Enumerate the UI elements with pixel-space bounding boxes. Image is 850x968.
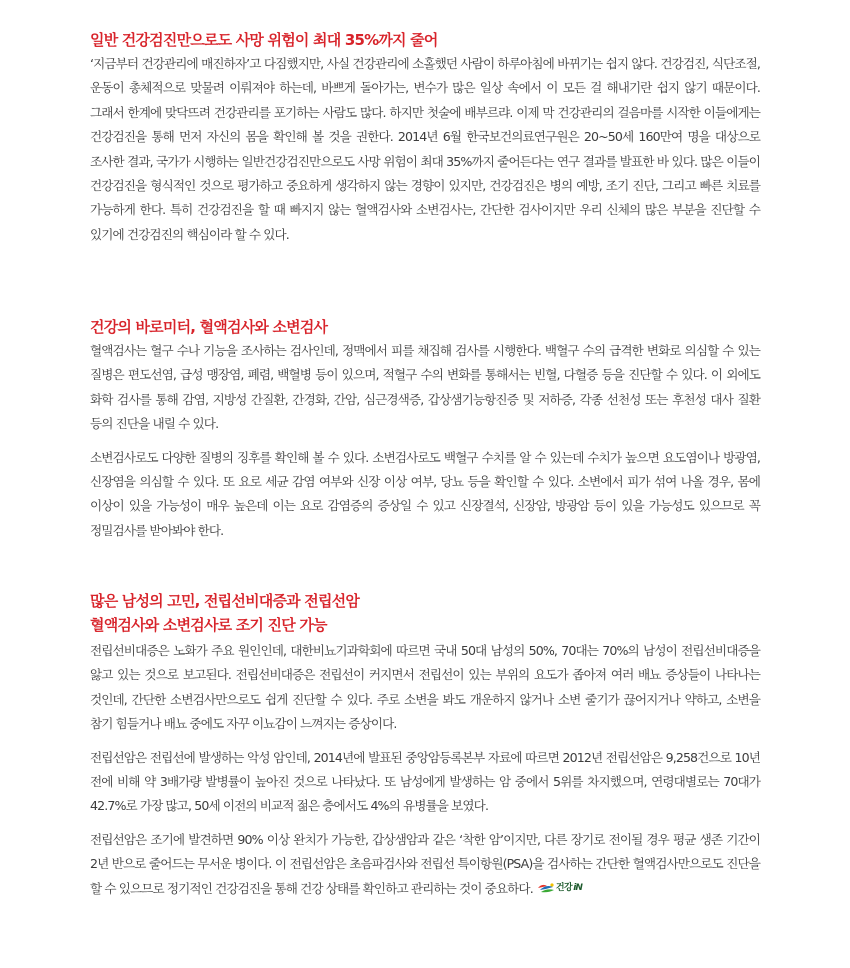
section-heading: 일반 건강검진만으로도 사망 위험이 최대 35%까지 줄어 xyxy=(90,31,438,49)
logo-mark-icon xyxy=(537,882,555,894)
paragraph: 소변검사로도 다양한 질병의 징후를 확인해 볼 수 있다. 소변검사로도 백혈구 수치를 알 수 있는데 수치가 높으면 요도염이나 방광염, 신장염을 의심할 수 있다. 또 요로 세균 감염 여부와 신장 이상 여부, 당뇨 등을 확인할 수 있다. 소변에서 피가 섞여 나올 경우, 몸에 이상이 있을 가능성이 매우 높은데 이는 요로 감염증의 증상일 수 있고 신장결석, 신장암, 방광암 등이 있을 가능성도 있으므로 꼭 정밀검사를 받아봐야 한다. xyxy=(90,449,760,538)
health-in-logo xyxy=(537,876,582,900)
section-heading: 건강의 바로미터, 혈액검사와 소변검사 xyxy=(90,318,328,336)
paragraph: 혈액검사는 혈구 수나 기능을 조사하는 검사인데, 정맥에서 피를 채집해 검사를 시행한다. 백혈구 수의 급격한 변화로 의심할 수 있는 질병은 편도선염, 급성 맹장염, 폐렴, 백혈병 등이 있으며, 적혈구 수의 변화를 통해서는 빈혈, 다혈증 등을 진단할 수 있다. 이 외에도 화학 검사를 통해 감염, 지방성 간질환, 간경화, 간암, 심근경색증, 갑상샘기능항진증 및 저하증, 각종 선천성 또는 후천성 대사 질환 등의 진단을 내릴 수 있다. xyxy=(90,343,760,432)
paragraph: 전립선암은 전립선에 발생하는 악성 암인데, 2014년에 발표된 중앙암등록본부 자료에 따르면 2012년 전립선암은 9,258건으로 10년 전에 비해 약 3배가량 발병률이 높아진 것으로 나타났다. 또 남성에게 발생하는 암 중에서 5위를 차지했으며, 연령대별로는 70대가 42.7%로 가장 많고, 50세 이전의 비교적 젊은 층에서도 4%의 유병률을 보였다. xyxy=(90,749,760,814)
section-heading-line1: 많은 남성의 고민, 전립선비대증과 전립선암 xyxy=(90,592,360,610)
section-prostate xyxy=(90,589,760,910)
section-blood-urine-test xyxy=(90,315,760,552)
paragraph: ‘지금부터 건강관리에 매진하자’고 다짐했지만, 사실 건강관리에 소홀했던 사람이 하루아침에 바뀌기는 쉽지 않다. 건강검진, 식단조절, 운동이 총체적으로 맞물려 이뤄져야 하는데, 바쁘게 돌아가는, 변수가 많은 일상 속에서 이 모든 걸 해내기란 쉽지 않기 때문이다. 그래서 한계에 맞닥뜨려 건강관리를 포기하는 사람도 많다. 하지만 첫술에 배부르랴. 이제 막 건강관리의 걸음마를 시작한 이들에게는 건강검진을 통해 먼저 자신의 몸을 확인해 볼 것을 권한다. 2014년 6월 한국보건의료연구원은 20~50세 160만여 명을 대상으로 조사한 결과, 국가가 시행하는 일반건강검진만으로도 사망 위험이 최대 35%까지 줄어든다는 연구 결과를 발표한 바 있다. 많은 이들이 건강검진을 형식적인 것으로 평가하고 중요하게 생각하지 않는 경향이 있지만, 건강검진은 병의 예방, 조기 진단, 그리고 빠른 치료를 가능하게 한다. 특히 건강검진을 할 때 빠지지 않는 혈액검사와 소변검사는, 간단한 검사이지만 우리 신체의 많은 부분을 진단할 수 있기에 건강검진의 핵심이라 할 수 있다. xyxy=(90,56,760,242)
paragraph-text: 전립선암은 조기에 발견하면 90% 이상 완치가 가능한, 갑상샘암과 같은 ‘착한 암’이지만, 다른 장기로 전이될 경우 평균 생존 기간이 2년 반으로 줄어드는 무서운 병이다. 이 전립선암은 초음파검사와 전립선 특이항원(PSA)을 검사하는 간단한 혈액검사만으로도 진단을 할 수 있으므로 정기적인 건강검진을 통해 건강 상태를 확인하고 관리하는 것이 중요하다. xyxy=(90,831,760,896)
logo-suffix: iN xyxy=(573,882,583,893)
logo-text: 건강 xyxy=(555,882,573,893)
paragraph: 전립선비대증은 노화가 주요 원인인데, 대한비뇨기과학회에 따르면 국내 50대 남성의 50%, 70대는 70%의 남성이 전립선비대증을 앓고 있는 것으로 보고된다. 전립선비대증은 전립선이 커지면서 전립선이 있는 부위의 요도가 좁아져 여러 배뇨 증상들이 나타나는 것인데, 간단한 소변검사만으로도 쉽게 진단할 수 있다. 주로 소변을 봐도 개운하지 않거나 소변 줄기가 끊어지거나 약하고, 소변을 참기 힘들거나 배뇨 중에도 자꾸 이뇨감이 느껴지는 증상이다. xyxy=(90,643,760,732)
section-heading-line2: 혈액검사와 소변검사로 조기 진단 가능 xyxy=(90,616,327,634)
section-health-checkup xyxy=(90,28,760,256)
paragraph-final xyxy=(90,828,760,902)
